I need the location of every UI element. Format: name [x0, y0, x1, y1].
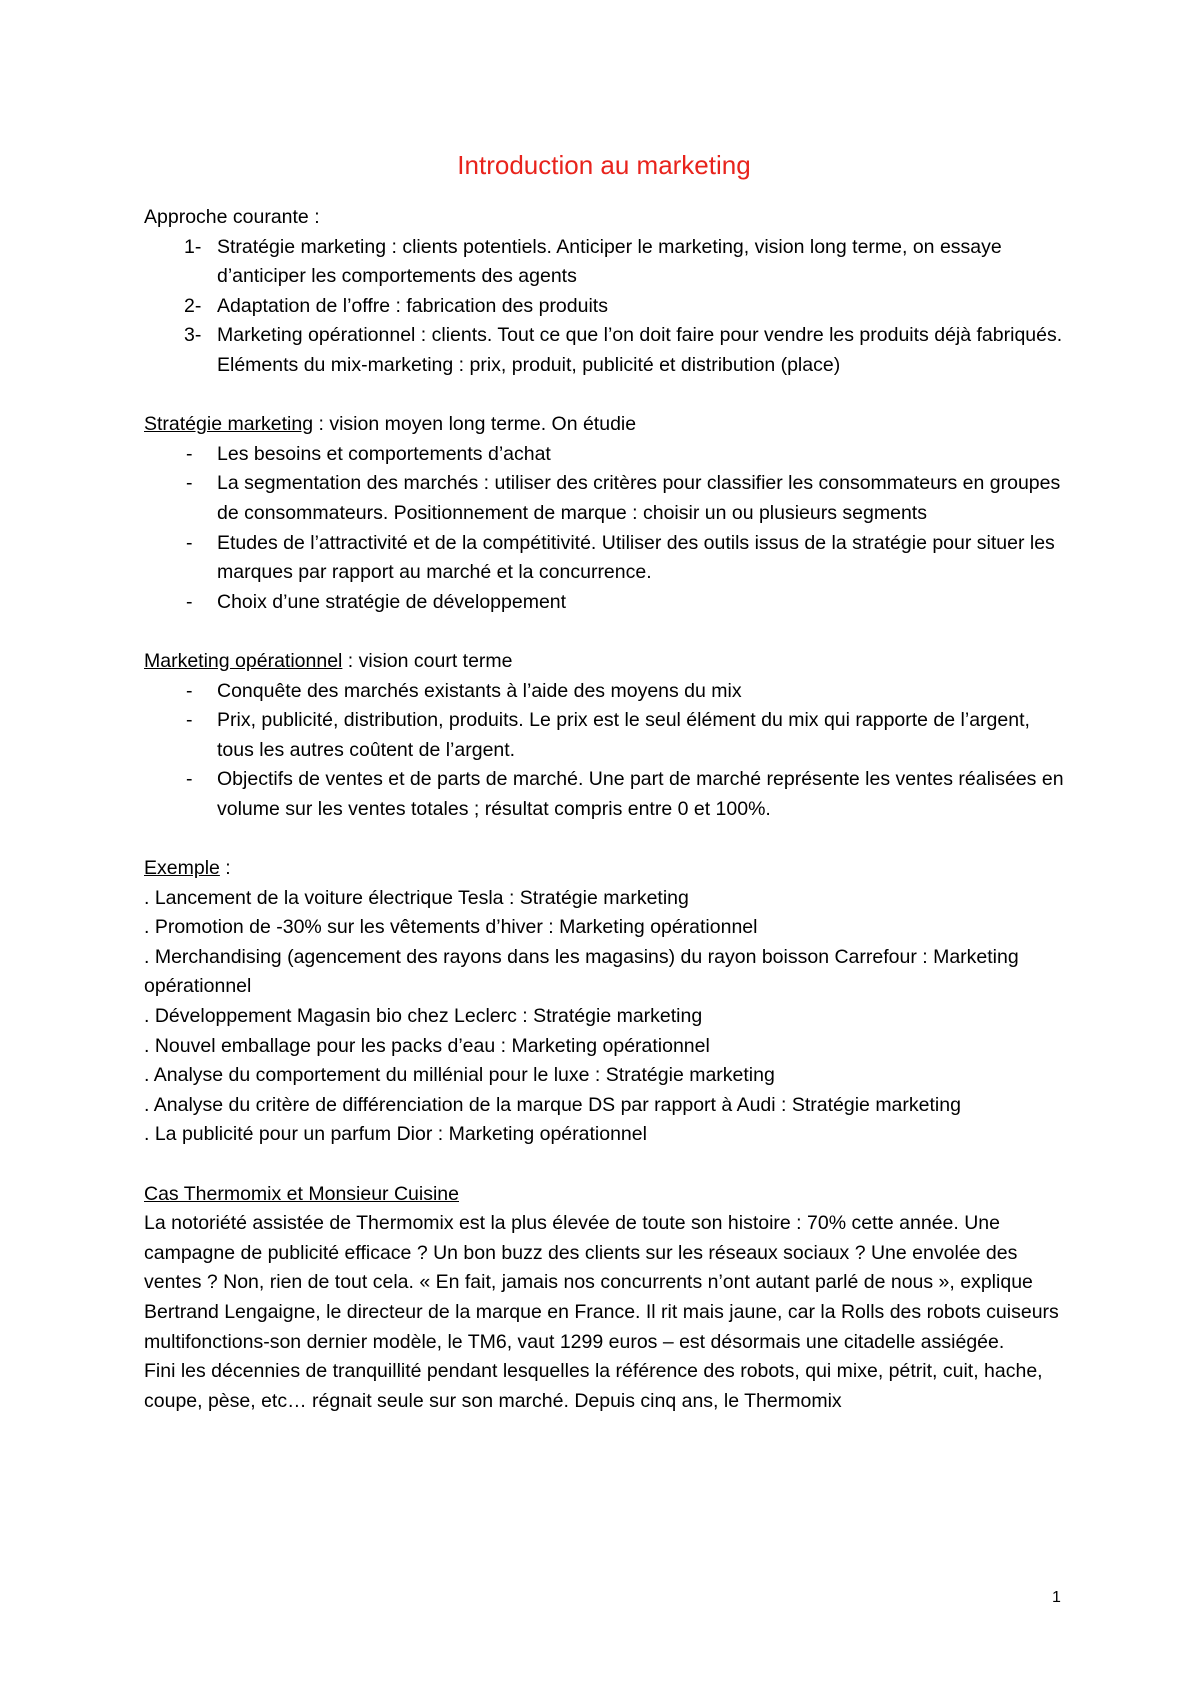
approche-list — [144, 233, 1064, 381]
list-marker: - — [186, 531, 193, 554]
list-item — [144, 321, 1064, 380]
list-item-text: Marketing opérationnel : clients. Tout ce que l’on doit faire pour vendre les produits déjà fabriqués. Eléments du mix-marketing : prix, produit, publicité et distribution (place) — [217, 324, 1063, 376]
list-item — [144, 233, 1064, 292]
exemple-line: . La publicité pour un parfum Dior : Marketing opérationnel — [144, 1123, 647, 1146]
page-title: Introduction au marketing — [457, 150, 751, 180]
exemple-line: . Merchandising (agencement des rayons dans les magasins) du rayon boisson Carrefour : Marketing opérationnel — [144, 945, 1019, 998]
list-item-text: Choix d’une stratégie de développement — [217, 590, 567, 613]
list-marker: 3- — [184, 324, 202, 347]
strategie-intro: : vision moyen long terme. On étudie — [313, 413, 637, 436]
exemple-line: . Lancement de la voiture électrique Tesla : Stratégie marketing — [144, 886, 689, 909]
exemple-line: . Promotion de -30% sur les vêtements d’hiver : Marketing opérationnel — [144, 916, 758, 939]
list-marker: - — [186, 472, 193, 495]
exemple-line: . Nouvel emballage pour les packs d’eau : Marketing opérationnel — [144, 1034, 710, 1057]
list-item — [144, 588, 1064, 618]
exemple-line: . Analyse du critère de différenciation de la marque DS par rapport à Audi : Stratégie marketing — [144, 1093, 961, 1116]
strategie-section-heading — [144, 410, 1064, 440]
list-marker: - — [186, 442, 193, 465]
list-marker: 2- — [184, 294, 202, 317]
operationnel-list — [144, 677, 1064, 825]
thermomix-section-heading — [144, 1180, 1064, 1210]
list-item — [144, 706, 1064, 765]
approche-heading: Approche courante : — [144, 206, 320, 228]
list-item-text: Conquête des marchés existants à l’aide des moyens du mix — [217, 679, 742, 702]
list-item-text: La segmentation des marchés : utiliser des critères pour classifier les consommateurs en groupes de consommateurs. Positionnement de marque : choisir un ou plusieurs segments — [217, 472, 1061, 524]
list-item — [144, 677, 1064, 707]
thermomix-heading: Cas Thermomix et Monsieur Cuisine — [144, 1182, 459, 1205]
list-item-text: Etudes de l’attractivité et de la compétitivité. Utiliser des outils issus de la stratégie pour situer les marques par rapport au marché et la concurrence. — [217, 531, 1055, 584]
exemple-suffix: : — [219, 857, 231, 880]
spacer — [144, 381, 1064, 411]
spacer — [144, 824, 1064, 854]
list-item-text: Objectifs de ventes et de parts de marché. Une part de marché représente les ventes réalisées en volume sur les ventes totales ; résultat compris entre 0 et 100%. — [217, 768, 1064, 820]
operationnel-intro: : vision court terme — [342, 649, 513, 672]
operationnel-heading: Marketing opérationnel — [144, 649, 343, 672]
list-marker: - — [186, 590, 193, 613]
exemple-section-heading — [144, 854, 1064, 884]
operationnel-section-heading — [144, 647, 1064, 677]
list-marker: - — [186, 768, 193, 791]
exemple-line: . Développement Magasin bio chez Leclerc : Stratégie marketing — [144, 1005, 703, 1028]
list-item — [144, 529, 1064, 588]
list-marker: - — [186, 679, 193, 702]
list-item-text: Stratégie marketing : clients potentiels. Anticiper le marketing, vision long terme, on essaye d’anticiper les comportements des agents — [217, 235, 1002, 288]
page-content — [144, 148, 1064, 1416]
exemple-line: . Analyse du comportement du millénial pour le luxe : Stratégie marketing — [144, 1064, 775, 1087]
spacer — [144, 1150, 1064, 1180]
list-marker: 1- — [184, 235, 202, 258]
list-item-text: Adaptation de l’offre : fabrication des produits — [217, 294, 608, 317]
spacer — [144, 617, 1064, 647]
thermomix-paragraph: La notoriété assistée de Thermomix est la plus élevée de toute son histoire : 70% cette année. Une campagne de publicité efficace ? Un bon buzz des clients sur les réseaux sociaux ? Une envolée des ventes ? Non, rien de tout cela. « En fait, jamais nos concurrents n’ont autant parlé de nous », explique Bertrand Lengaigne, le directeur de la marque en France. Il rit mais jaune, car la Rolls des robots cuiseurs multifonctions-son dernier modèle, le TM6, vaut 1299 euros – est désormais une citadelle assiégée. — [144, 1212, 1059, 1353]
thermomix-paragraph: Fini les décennies de tranquillité pendant lesquelles la référence des robots, qui mixe, pétrit, cuit, hache, coupe, pèse, etc… régnait seule sur son marché. Depuis cinq ans, le Thermomix — [144, 1360, 1043, 1412]
list-item — [144, 765, 1064, 824]
exemple-heading: Exemple — [144, 857, 220, 880]
list-item-text: Les besoins et comportements d’achat — [217, 442, 551, 465]
list-item — [144, 440, 1064, 470]
strategie-heading: Stratégie marketing — [144, 413, 314, 436]
list-item — [144, 292, 1064, 322]
list-marker: - — [186, 709, 193, 732]
strategie-list — [144, 440, 1064, 618]
page-number: 1 — [1052, 1589, 1061, 1606]
list-item — [144, 469, 1064, 528]
list-item-text: Prix, publicité, distribution, produits. Le prix est le seul élément du mix qui rapporte de l’argent, tous les autres coûtent de l’argent. — [217, 709, 1030, 761]
